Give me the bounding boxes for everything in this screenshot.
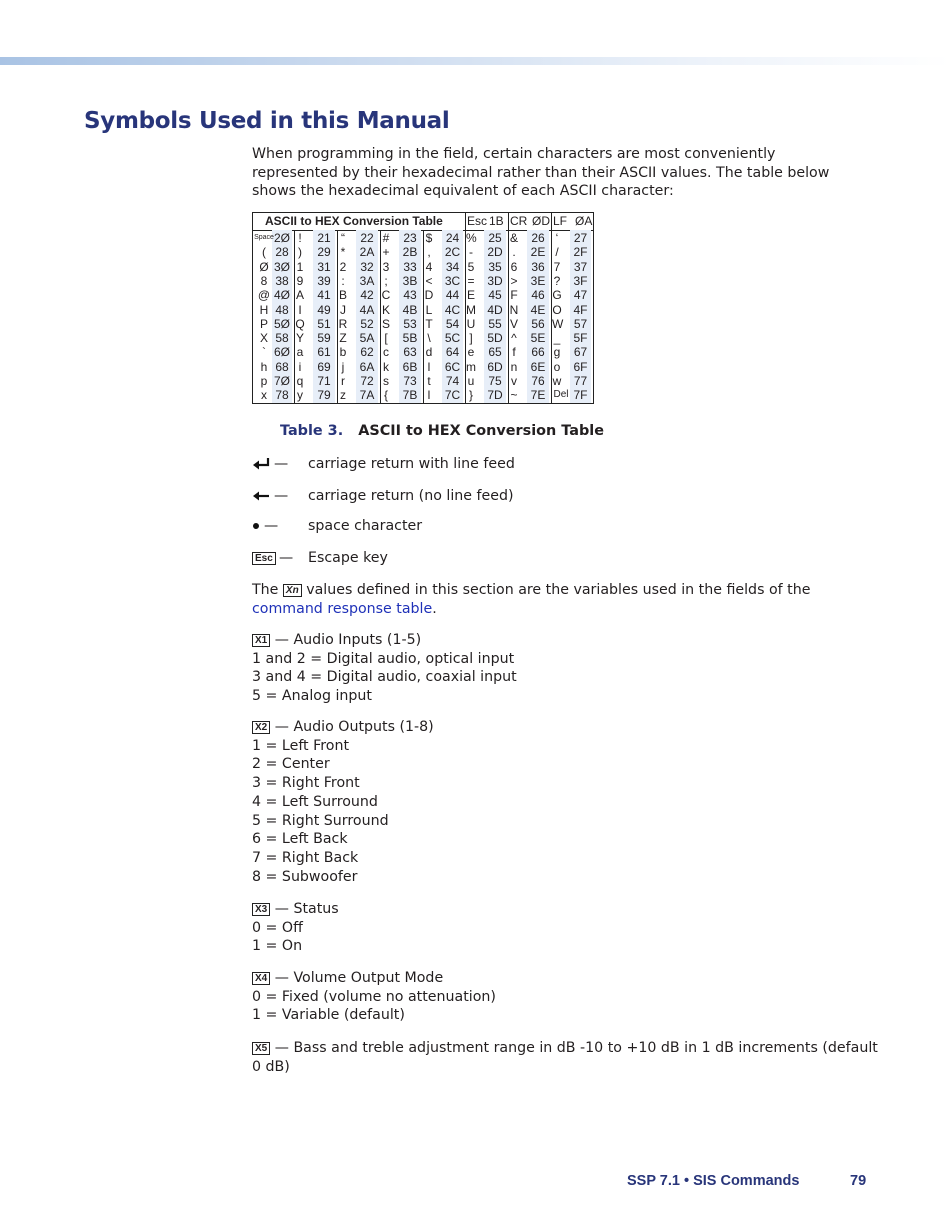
ascii-hex: 56	[531, 316, 545, 331]
ascii-hex: 7F	[573, 388, 588, 403]
xn-paragraph	[252, 581, 848, 618]
variable-title: — Audio Outputs (1-8)	[274, 719, 434, 735]
ascii-hex: 5F	[573, 331, 588, 346]
ascii-hex: 5E	[530, 331, 546, 346]
ascii-hex: 2D	[487, 245, 503, 260]
ascii-char: X	[259, 331, 268, 346]
symbol-desc: Escape key	[308, 550, 388, 566]
ascii-char: s	[383, 374, 389, 388]
ascii-hex: 6F	[573, 359, 588, 374]
header-hex: ØD	[532, 214, 550, 228]
caption-text: ASCII to HEX Conversion Table	[358, 423, 604, 439]
ascii-hex: 7Ø	[273, 374, 290, 388]
ascii-char: `	[262, 345, 266, 360]
ascii-char: x	[261, 388, 267, 403]
ascii-hex: 33	[403, 259, 417, 274]
page-heading: Symbols Used in this Manual	[84, 108, 450, 134]
xn-key-icon: Xn	[283, 584, 302, 597]
ascii-char: S	[381, 316, 390, 331]
ascii-hex: 51	[317, 316, 331, 331]
ascii-hex: 2C	[444, 245, 461, 260]
ascii-hex: 55	[488, 316, 502, 331]
variable-key-icon: X1	[252, 634, 270, 647]
ascii-hex: 73	[403, 374, 417, 388]
ascii-hex: 69	[317, 359, 331, 374]
header-char: Esc	[467, 214, 488, 228]
ascii-char: *	[340, 245, 346, 260]
variable-title-line	[252, 1039, 878, 1058]
ascii-hex: 24	[445, 231, 460, 245]
ascii-hex: 3A	[359, 273, 375, 288]
variable-block-x1	[252, 631, 848, 706]
ascii-hex: 58	[275, 331, 289, 346]
footer-title: SSP 7.1 • SIS Commands	[627, 1173, 800, 1189]
variable-value-line: 5 = Analog input	[252, 688, 372, 705]
symbol-dash: —	[274, 456, 289, 472]
ascii-hex: 26	[531, 231, 545, 245]
ascii-hex: 3Ø	[273, 259, 290, 274]
ascii-hex: 22	[360, 231, 374, 245]
ascii-hex: 68	[275, 359, 289, 374]
ascii-char: Space	[254, 234, 274, 241]
ascii-char: d	[425, 345, 433, 360]
ascii-hex: 4Ø	[273, 288, 290, 303]
ascii-hex: 6C	[444, 359, 461, 374]
ascii-char: Del	[553, 389, 569, 401]
ascii-char: [	[384, 331, 388, 346]
variable-title: — Bass and treble adjustment range in dB -10 to +10 dB in 1 dB increments (default	[274, 1040, 878, 1056]
ascii-char: v	[511, 374, 517, 388]
ascii-char: }	[468, 388, 473, 403]
variable-value-line: 0 dB)	[252, 1058, 290, 1075]
ascii-hex: 4C	[444, 302, 461, 317]
variable-title-line	[252, 718, 848, 737]
ascii-char: c	[383, 345, 389, 360]
ascii-char: 9	[296, 273, 304, 288]
ascii-char: k	[383, 359, 389, 374]
ascii-hex: 4B	[402, 302, 418, 317]
ascii-hex: 7D	[487, 388, 503, 403]
ascii-hex: 79	[317, 388, 331, 403]
ascii-hex: 53	[403, 316, 417, 331]
ascii-char: ;	[384, 273, 388, 288]
ascii-char: ]	[469, 331, 473, 346]
ascii-hex: 3E	[530, 273, 546, 288]
table-caption	[280, 423, 604, 439]
ascii-hex: 54	[445, 316, 460, 331]
ascii-hex: 29	[317, 245, 331, 260]
ascii-hex: 28	[275, 245, 289, 260]
ascii-hex: 57	[573, 316, 588, 331]
ascii-char: y	[297, 388, 303, 403]
ascii-char: U	[466, 316, 476, 331]
ascii-char: P	[259, 316, 268, 331]
ascii-hex: 4F	[573, 302, 588, 317]
ascii-hex: 5Ø	[273, 316, 290, 331]
ascii-char: i	[298, 359, 302, 374]
ascii-hex: 3C	[444, 273, 461, 288]
variable-key-icon: X5	[252, 1042, 270, 1055]
ascii-hex: 2A	[359, 245, 375, 260]
variable-value-line: 6 = Left Back	[252, 831, 348, 848]
command-response-table-link[interactable]: command response table	[252, 600, 433, 617]
ascii-hex: 21	[317, 231, 331, 245]
ascii-hex: 45	[488, 288, 502, 303]
ascii-char: l	[427, 359, 431, 374]
ascii-char: /	[555, 245, 559, 260]
ascii-char: R	[338, 316, 348, 331]
ascii-hex: 5C	[444, 331, 461, 346]
variable-value-line: 5 = Right Surround	[252, 812, 389, 829]
variable-title: — Volume Output Mode	[274, 970, 444, 986]
xn-text-after: values defined in this section are the variables used in the fields of the	[301, 582, 811, 598]
ascii-hex: 48	[275, 302, 289, 317]
ascii-char: q	[296, 374, 304, 388]
ascii-table-title: ASCII to HEX Conversion Table	[265, 214, 443, 228]
ascii-hex: 43	[403, 288, 417, 303]
ascii-hex: 6B	[402, 359, 418, 374]
ascii-char: t	[427, 374, 431, 388]
ascii-char: 1	[296, 259, 304, 274]
ascii-char: 3	[382, 259, 390, 274]
ascii-char: n	[510, 359, 518, 374]
ascii-hex: 47	[573, 288, 588, 303]
ascii-char: e	[467, 345, 475, 360]
ascii-char: L	[425, 302, 433, 317]
ascii-hex: 5D	[487, 331, 503, 346]
ascii-char: 5	[467, 259, 475, 274]
ascii-hex: 41	[317, 288, 331, 303]
ascii-char: \	[427, 331, 431, 346]
symbol-desc: carriage return with line feed	[308, 456, 515, 472]
ascii-hex: 78	[275, 388, 289, 403]
variable-value-line: 3 = Right Front	[252, 775, 360, 792]
ascii-char: @	[257, 288, 271, 303]
ascii-char: Z	[339, 331, 347, 346]
variable-value-line: 4 = Left Surround	[252, 793, 378, 810]
header-hex: 1B	[489, 214, 504, 228]
ascii-char: ^	[511, 331, 517, 346]
variable-title: — Status	[274, 901, 339, 917]
ascii-hex: 76	[531, 374, 545, 388]
variable-block-x2	[252, 718, 848, 886]
ascii-hex: 3F	[573, 273, 588, 288]
variable-key-icon: X2	[252, 721, 270, 734]
ascii-hex: 6A	[359, 359, 375, 374]
symbol-desc: space character	[308, 518, 423, 534]
ascii-hex: 25	[488, 231, 502, 245]
page-number: 79	[850, 1173, 867, 1189]
ascii-char: V	[509, 316, 518, 331]
ascii-char: (	[262, 245, 266, 260]
ascii-hex: 64	[445, 345, 460, 360]
ascii-char: r	[341, 374, 345, 388]
ascii-char: Q	[295, 316, 305, 331]
variable-value-line: 2 = Center	[252, 756, 330, 773]
ascii-hex: 74	[445, 374, 460, 388]
ascii-hex: 62	[360, 345, 374, 360]
ascii-char: p	[260, 374, 268, 388]
variable-block-x4	[252, 969, 848, 1025]
ascii-hex: 23	[403, 231, 417, 245]
ascii-hex: 7C	[444, 388, 461, 403]
ascii-table-header	[253, 213, 593, 231]
ascii-hex-table	[252, 212, 594, 404]
ascii-char: $	[425, 231, 433, 245]
ascii-hex: 6Ø	[273, 345, 290, 360]
xn-text-end: .	[432, 600, 437, 617]
ascii-hex: 34	[445, 259, 460, 274]
ascii-hex: 63	[403, 345, 417, 360]
ascii-char: -	[469, 245, 473, 260]
ascii-char: g	[553, 345, 561, 360]
ascii-hex: 32	[360, 259, 374, 274]
ascii-char: f	[512, 345, 516, 360]
ascii-char: :	[341, 273, 345, 288]
ascii-char: =	[467, 273, 475, 288]
ascii-char: N	[509, 302, 519, 317]
ascii-hex: 31	[317, 259, 331, 274]
variable-key-icon: X3	[252, 903, 270, 916]
symbol-desc: carriage return (no line feed)	[308, 488, 514, 504]
ascii-hex: 27	[573, 231, 588, 245]
ascii-char: 6	[510, 259, 518, 274]
ascii-char: h	[260, 359, 268, 374]
ascii-hex: 42	[360, 288, 374, 303]
ascii-char: m	[466, 359, 476, 374]
ascii-char: E	[466, 288, 475, 303]
ascii-char: u	[467, 374, 475, 388]
ascii-char: T	[425, 316, 433, 331]
return-with-linefeed-icon	[252, 454, 276, 474]
variable-value-line: 8 = Subwoofer	[252, 868, 358, 885]
ascii-hex: 75	[488, 374, 502, 388]
ascii-hex: 46	[531, 288, 545, 303]
symbol-dash: —	[279, 550, 294, 566]
ascii-hex: 6E	[530, 359, 546, 374]
ascii-char: Y	[295, 331, 304, 346]
variable-value-line: 7 = Right Back	[252, 849, 359, 866]
variable-value-line: 3 and 4 = Digital audio, coaxial input	[252, 669, 517, 686]
ascii-char: 2	[339, 259, 347, 274]
ascii-hex: 65	[488, 345, 502, 360]
ascii-char: G	[552, 288, 562, 303]
ascii-char: o	[553, 359, 561, 374]
symbol-dash: —	[274, 488, 289, 504]
variable-block-x5	[252, 1039, 878, 1076]
ascii-hex: 2B	[402, 245, 418, 260]
ascii-char: )	[298, 245, 302, 260]
ascii-hex: 3D	[487, 273, 503, 288]
caption-number: Table 3.	[280, 423, 344, 439]
ascii-hex: 2Ø	[273, 231, 290, 245]
ascii-char: 8	[260, 273, 268, 288]
ascii-hex: 36	[531, 259, 545, 274]
ascii-char: <	[425, 273, 433, 288]
ascii-char: “	[341, 231, 345, 245]
ascii-char: .	[512, 245, 516, 260]
ascii-hex: 4D	[487, 302, 503, 317]
ascii-char: F	[510, 288, 518, 303]
variable-block-x3	[252, 900, 848, 956]
ascii-hex: 5A	[359, 331, 375, 346]
xn-text-before: The	[252, 582, 283, 598]
ascii-char: B	[338, 288, 347, 303]
ascii-char: O	[552, 302, 562, 317]
ascii-char: z	[340, 388, 346, 403]
ascii-hex: 7B	[402, 388, 418, 403]
header-hex: ØA	[575, 214, 593, 228]
ascii-char: +	[382, 245, 390, 260]
ascii-hex: 3B	[402, 273, 418, 288]
variable-title-line	[252, 900, 848, 919]
header-char: CR	[510, 214, 528, 228]
ascii-hex: 77	[573, 374, 588, 388]
ascii-hex: 66	[531, 345, 545, 360]
ascii-char: !	[298, 231, 302, 245]
ascii-char: A	[295, 288, 304, 303]
variable-value-line: 0 = Fixed (volume no attenuation)	[252, 988, 496, 1005]
ascii-hex: 2F	[573, 245, 588, 260]
ascii-hex: 4E	[530, 302, 546, 317]
variable-title-line	[252, 969, 848, 988]
ascii-char: W	[552, 316, 564, 331]
ascii-hex: 71	[317, 374, 331, 388]
ascii-hex: 4A	[359, 302, 375, 317]
ascii-char: M	[466, 302, 476, 317]
ascii-char: %	[466, 231, 477, 245]
variable-title-line	[252, 631, 848, 650]
ascii-char: >	[510, 273, 518, 288]
esc-key-icon	[252, 548, 276, 568]
ascii-char: ‘	[555, 231, 559, 245]
ascii-hex: 6D	[487, 359, 503, 374]
ascii-hex: 61	[317, 345, 331, 360]
ascii-char: Ø	[259, 259, 269, 274]
ascii-hex: 7E	[530, 388, 546, 403]
ascii-hex: 59	[317, 331, 331, 346]
ascii-hex: 52	[360, 316, 374, 331]
variable-value-line: 1 = On	[252, 938, 303, 955]
ascii-char: H	[259, 302, 269, 317]
variable-title: — Audio Inputs (1-5)	[274, 632, 422, 648]
return-no-linefeed-icon	[252, 486, 276, 506]
ascii-char: &	[509, 231, 518, 245]
ascii-char: J	[340, 302, 346, 317]
ascii-hex: 49	[317, 302, 331, 317]
ascii-char: b	[339, 345, 347, 360]
ascii-char: D	[424, 288, 434, 303]
ascii-char: ?	[553, 273, 561, 288]
variable-value-line: 0 = Off	[252, 919, 303, 936]
ascii-char: _	[553, 331, 561, 346]
ascii-char: w	[552, 374, 562, 388]
ascii-hex: 38	[275, 273, 289, 288]
header-char: LF	[553, 214, 568, 228]
ascii-char: l	[427, 388, 431, 403]
ascii-char: I	[298, 302, 302, 317]
variable-value-line: 1 and 2 = Digital audio, optical input	[252, 650, 515, 667]
ascii-hex: 5B	[402, 331, 418, 346]
ascii-hex: 35	[488, 259, 502, 274]
ascii-char: ,	[427, 245, 431, 260]
ascii-char: C	[381, 288, 391, 303]
ascii-char: {	[383, 388, 388, 403]
ascii-hex: 67	[573, 345, 588, 360]
ascii-char: 4	[425, 259, 433, 274]
ascii-char: 7	[553, 259, 561, 274]
ascii-char: K	[381, 302, 390, 317]
esc-key-label: Esc	[252, 552, 276, 565]
ascii-char: ~	[510, 388, 518, 403]
ascii-hex: 7A	[359, 388, 375, 403]
ascii-char: a	[296, 345, 304, 360]
ascii-hex: 44	[445, 288, 460, 303]
variable-key-icon: X4	[252, 972, 270, 985]
variable-value-line: 1 = Left Front	[252, 737, 350, 754]
intro-paragraph: When programming in the field, certain characters are most conveniently represented by their hexadecimal rather than their ASCII values. The table below shows the hexadecimal equivalent of each ASCII character:	[252, 146, 830, 200]
variable-value-line: 1 = Variable (default)	[252, 1007, 405, 1024]
symbol-dash: —	[264, 518, 279, 534]
ascii-hex: 72	[360, 374, 374, 388]
ascii-char: #	[382, 231, 390, 245]
top-gradient-bar	[0, 57, 950, 65]
ascii-hex: 2E	[530, 245, 546, 260]
ascii-char: j	[341, 359, 345, 374]
ascii-hex: 39	[317, 273, 331, 288]
ascii-hex: 37	[573, 259, 588, 274]
